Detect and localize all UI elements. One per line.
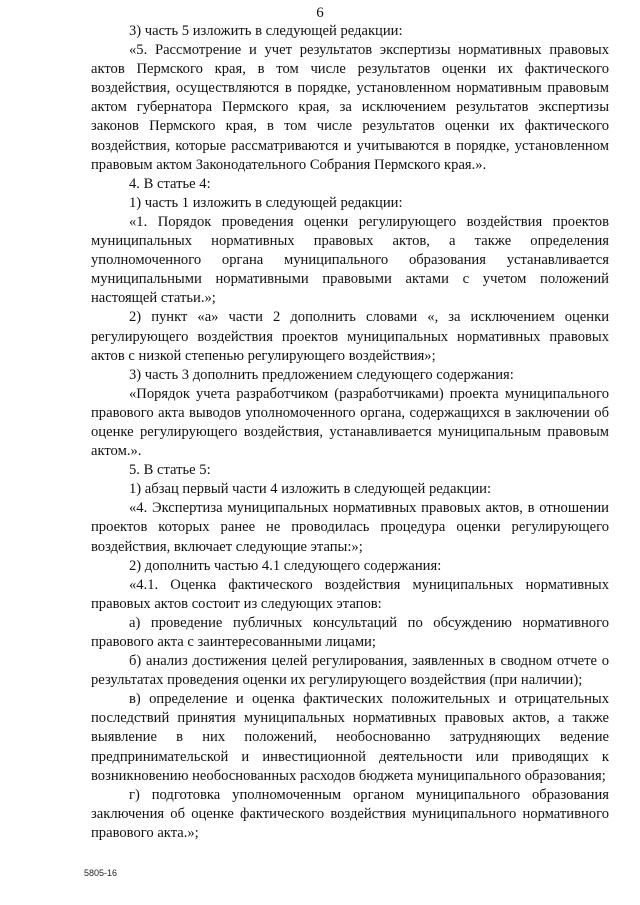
paragraph: 1) часть 1 изложить в следующей редакции: xyxy=(129,194,403,211)
paragraph: б) анализ достижения целей регулирования, заявленных в сводном отчете о результатах проведения оценки их регулирующего воздействия (при наличии); xyxy=(91,653,609,689)
paragraph: «4.1. Оценка фактического воздействия муниципальных нормативных правовых актов состоит из следующих этапов: xyxy=(91,576,609,612)
page-number: 6 xyxy=(316,5,324,21)
paragraph: 3) часть 3 дополнить предложением следующего содержания: xyxy=(129,366,514,383)
paragraph: «5. Рассмотрение и учет результатов экспертизы нормативных правовых актов Пермского края, в том числе результатов оценки их фактического воздействия, осуществляются в порядке, установленном нормативным правовым актом губернатора Пермского края, за исключением результатов экспертизы законов Пермского края, в том числе результатов оценки их фактического воздействия, которые рассматриваются и учитываются в порядке, установленном правовым актом Законодательного Собрания Пермского края.». xyxy=(91,42,609,173)
paragraph: в) определение и оценка фактических положительных и отрицательных последствий принятия муниципальных нормативных правовых актов, а также выявление в них положений, необоснованно затрудняющих ведение предпринимательской и инвестиционной деятельности или приводящих к возникновению необоснованных расходов бюджета муниципального образования; xyxy=(91,691,609,784)
document-code: 5805-16 xyxy=(84,868,118,878)
paragraph: 2) пункт «а» части 2 дополнить словами «, за исключением оценки регулирующего воздействия проектов муниципальных нормативных правовых актов с низкой степенью регулирующего воздействия»; xyxy=(91,309,609,364)
paragraph: а) проведение публичных консультаций по обсуждению нормативного правового акта с заинтересованными лицами; xyxy=(91,614,609,650)
paragraph: «Порядок учета разработчиком (разработчиками) проекта муниципального правового акта выводов уполномоченного органа, содержащихся в заключении об оценке регулирующего воздействия, устанавливается муниципальным правовым актом.». xyxy=(91,385,609,460)
paragraph: «1. Порядок проведения оценки регулирующего воздействия проектов муниципальных нормативных правовых актов, а также определения уполномоченного органа муниципального образования устанавливается муниципальными нормативными правовыми актами с учетом положений настоящей статьи.»; xyxy=(91,213,609,307)
paragraph: «4. Экспертиза муниципальных нормативных правовых актов, в отношении проектов которых ранее не проводилась процедура оценки регулирующего воздействия, включает следующие этапы:»; xyxy=(91,500,609,555)
paragraph: 3) часть 5 изложить в следующей редакции: xyxy=(129,23,403,39)
paragraph: г) подготовка уполномоченным органом муниципального образования заключения об оценке фактического воздействия муниципального нормативного правового акта.»; xyxy=(91,786,609,841)
paragraph: 4. В статье 4: xyxy=(129,175,211,192)
paragraph: 1) абзац первый части 4 изложить в следующей редакции: xyxy=(129,481,492,498)
paragraph: 2) дополнить частью 4.1 следующего содержания: xyxy=(129,557,442,574)
document-body xyxy=(91,22,609,843)
paragraph: 5. В статье 5: xyxy=(129,462,211,479)
